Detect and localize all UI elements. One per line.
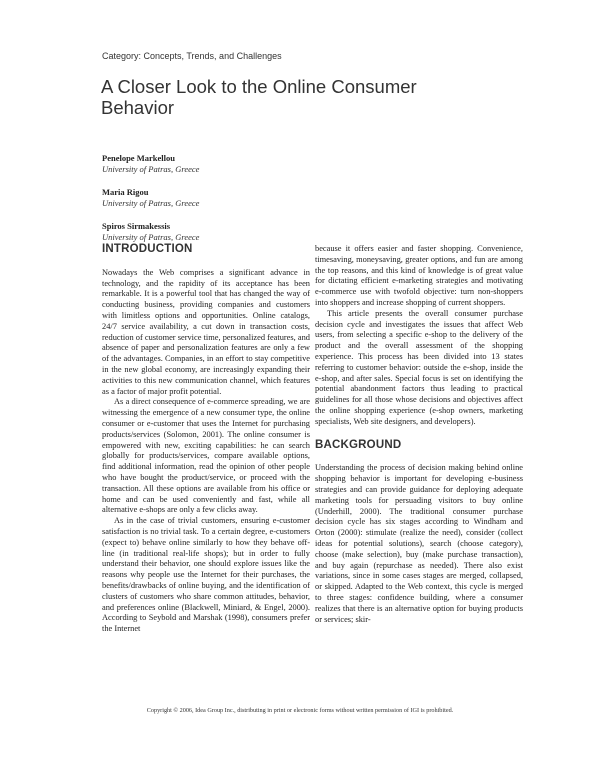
article-title: A Closer Look to the Online Consumer Behavior (101, 76, 417, 118)
right-column (315, 244, 523, 625)
category-label: Category: Concepts, Trends, and Challenges (102, 51, 282, 61)
introduction-heading: INTRODUCTION (102, 243, 193, 255)
author-affiliation: University of Patras, Greece (102, 164, 200, 174)
left-column (102, 244, 310, 635)
author-affiliation: University of Patras, Greece (102, 232, 200, 242)
introduction-continued-paragraph: because it offers easier and faster shopping. Convenience, timesaving, moneysaving, greater options, and fun are among the top reasons, and this kind of knowledge is of great value for dictating efficient e-marketing strategies and motivating e-commerce use with twofold objective: turn non-shoppers into shoppers and increase shopping of current shoppers. (315, 244, 523, 307)
introduction-paragraph: Nowadays the Web comprises a significant advance in technology, and the rapidity of its acceptance has been remarkable. It is a powerful tool that has changed the way of conducting business, providing companies and customers with limitless options and opportunities. Online catalogs, 24/7 service availability, a cut down in transaction costs, reduction of customer service time, personalized features, and absence of paper and personalization features are only a few of the advantages. Companies, in an effort to stay competitive in the new global economy, are increasingly expanding their activities to this new communication channel, which features as a factor of major profit potential. (102, 267, 310, 396)
introduction-paragraph: As a direct consequence of e-commerce spreading, we are witnessing the emergence of a new consumer type, the online consumer or e-customer that uses the Internet for purchasing products/services (Solomon, 2001). The online consumer is empowered with new, exciting capabilities: he can search globally for products/services, compare available options, find additional information, read the opinion of other people who have bought the product/service, or proceed with the transaction. All these options are available from his office or home and can be used conveniently and fast, while all alternative e-shops are only a few clicks away. (102, 397, 310, 515)
background-paragraph: Understanding the process of decision making behind online shopping behavior is important for developing e-business strategies and can provide guidance for deploying adequate marketing tools for persuading visitors to buy online (Underhill, 2000). The traditional consumer purchase decision cycle has six stages according to Windham and Orton (2000): stimulate (realize the need), consider (collect ideas for potential solutions), search (choose category), choose (make selection), buy (make purchase transaction), and buy again (repurchase as needed). There also exist variations, since in some cases stages are merged, collapsed, or skipped. Adapted to the Web context, this cycle is merged to three stages: confidence building, where a consumer realizes that there is an alternative option for buying products or services; skir- (315, 463, 523, 624)
author-list (102, 153, 199, 255)
author-1 (102, 153, 199, 175)
introduction-continued-paragraph: This article presents the overall consumer purchase decision cycle and investigates the issues that affect Web users, from selecting a specific e-shop to the delivery of the product and the overall assessment of the shopping experience. This process has been divided into 13 states referring to customer behavior: outside the e-shop, inside the e-shop, and after sales. Special focus is set on identifying the potential abandonment factors thus leading to practical guidelines for all those whose decisions and objectives affect the online shopping experience (e-shop owners, marketing specialists, Web site designers, and developers). (315, 308, 523, 426)
copyright-footer: Copyright © 2006, Idea Group Inc., distributing in print or electronic forms without written permission of IGI is prohibited. (146, 707, 454, 714)
author-name: Penelope Markellou (102, 153, 175, 163)
author-3 (102, 221, 199, 243)
author-name: Maria Rigou (102, 187, 149, 197)
background-heading: BACKGROUND (315, 438, 402, 451)
introduction-paragraph: As in the case of trivial customers, ensuring e-customer satisfaction is no trivial task. To a certain degree, e-customers (expect to) behave online similarly to how they behave off-line (in traditional real-life shops); but in order to fully understand their behavior, one should explore issues like the reasons why people use the Internet for their purchases, the benefits/drawbacks of online buying, and the identification of clusters of customers who share common attitudes, behavior, and preferences online (Blackwell, Miniard, & Engel, 2000). According to Seybold and Marshak (1998), consumers prefer the Internet (102, 516, 310, 634)
author-affiliation: University of Patras, Greece (102, 198, 200, 208)
author-2 (102, 187, 199, 209)
author-name: Spiros Sirmakessis (102, 221, 171, 231)
